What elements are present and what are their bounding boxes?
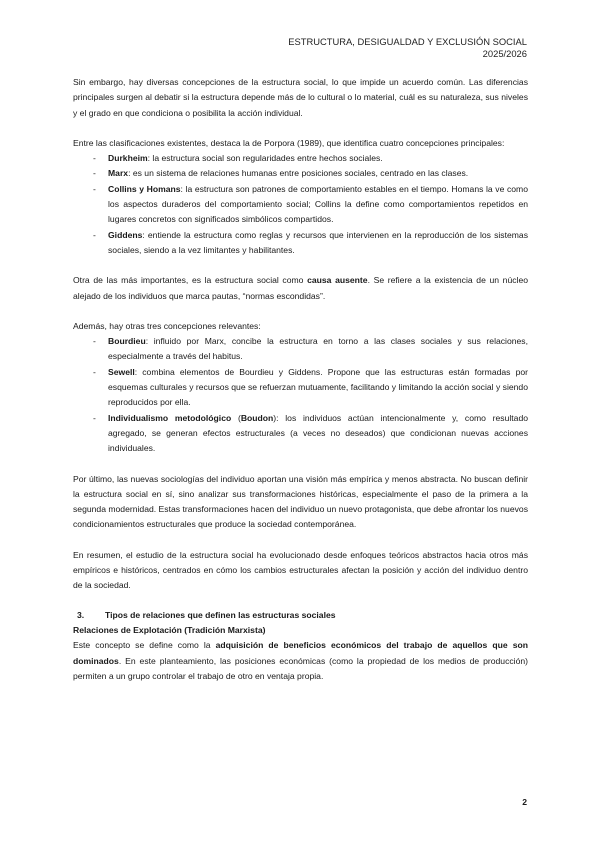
otras-lead: Además, hay otras tres concepciones relevantes: (73, 320, 261, 331)
list-item: - Sewell: combina elementos de Bourdieu y Giddens. Propone que las estructuras están formadas por esquemas culturales y recursos que se refuerzan mutuamente, facilitando y limitando la acción social y siendo reproducidos por ella. (93, 366, 528, 408)
porpora-list (73, 151, 528, 258)
list-item: - Bourdieu: influido por Marx, concibe la estructura en torno a las clases sociales y sus relaciones, especialmente a través del habitus. (93, 336, 528, 362)
page-content (73, 75, 528, 684)
otras-list (73, 334, 528, 456)
page-number: 2 (522, 797, 527, 807)
list-item: - Durkheim: la estructura social son regularidades entre hechos sociales. (93, 153, 383, 164)
section-subtitle: Relaciones de Explotación (Tradición Marxista) (73, 624, 266, 635)
header-title: ESTRUCTURA, DESIGUALDAD Y EXCLUSIÓN SOCIAL (288, 36, 527, 47)
resumen-paragraph: En resumen, el estudio de la estructura social ha evolucionado desde enfoques teóricos abstractos hacia otros más empíricos e históricos, centrados en cómo los cambios estructurales afectan la posición y acción del individuo dentro de la sociedad. (73, 549, 528, 591)
causa-ausente-paragraph: Otra de las más importantes, es la estructura social como causa ausente. Se refiere a la existencia de un núcleo alejado de los individuos que marca pautas, “normas escondidas”. (73, 275, 529, 301)
ultimo-paragraph: Por último, las nuevas sociologías del individuo aportan una visión más empírica y menos abstracta. No buscan definir la estructura social en sí, sino analizar sus transformaciones históricas, especialmente el paso de la primera a la segunda modernidad. Estas transformaciones hacen del individuo un nuevo protagonista, que debe afrontar los nuevos condicionamientos estructurales que produce la sociedad contemporánea. (73, 473, 528, 530)
list-item: - Collins y Homans: la estructura son patrones de comportamiento estables en el tiempo. Homans la ve como los aspectos duraderos del comportamiento social; Collins la define como comportamientos repetidos en lugares concretos con significados simbólicos compartidos. (93, 183, 529, 225)
page-header (288, 36, 527, 60)
section-title: Tipos de relaciones que definen las estructuras sociales (105, 609, 336, 620)
intro-paragraph: Sin embargo, hay diversas concepciones de la estructura social, lo que impide un acuerdo común. Las diferencias principales surgen al debatir si la estructura depende más de lo cultural o lo material, cuál es su naturaleza, sus niveles y el grado en que condiciona o posibilita la acción individual. (73, 77, 528, 118)
section-heading (73, 608, 528, 623)
list-item: - Individualismo metodológico (Boudon): los individuos actúan intencionalmente y, como resultado agregado, se generan efectos estructurales (a veces no deseados) que condicionan nuevas acciones individuales. (93, 412, 529, 454)
list-item: - Giddens: entiende la estructura como reglas y recursos que intervienen en la reproducción de los sistemas sociales, siendo a la vez limitantes y habilitantes. (93, 229, 528, 255)
section-number: 3. (77, 609, 85, 620)
porpora-lead: Entre las clasificaciones existentes, destaca la de Porpora (1989), que identifica cuatro concepciones principales: (73, 137, 505, 148)
explotacion-paragraph: Este concepto se define como la adquisición de beneficios económicos del trabajo de aquellos que son dominados. En este planteamiento, las posiciones económicas (como la propiedad de los medios de producción) permiten a un grupo controlar el trabajo de otro en ventaja propia. (73, 640, 528, 681)
header-year: 2025/2026 (482, 48, 527, 59)
list-item: - Marx: es un sistema de relaciones humanas entre posiciones sociales, centrado en las clases. (93, 168, 469, 179)
